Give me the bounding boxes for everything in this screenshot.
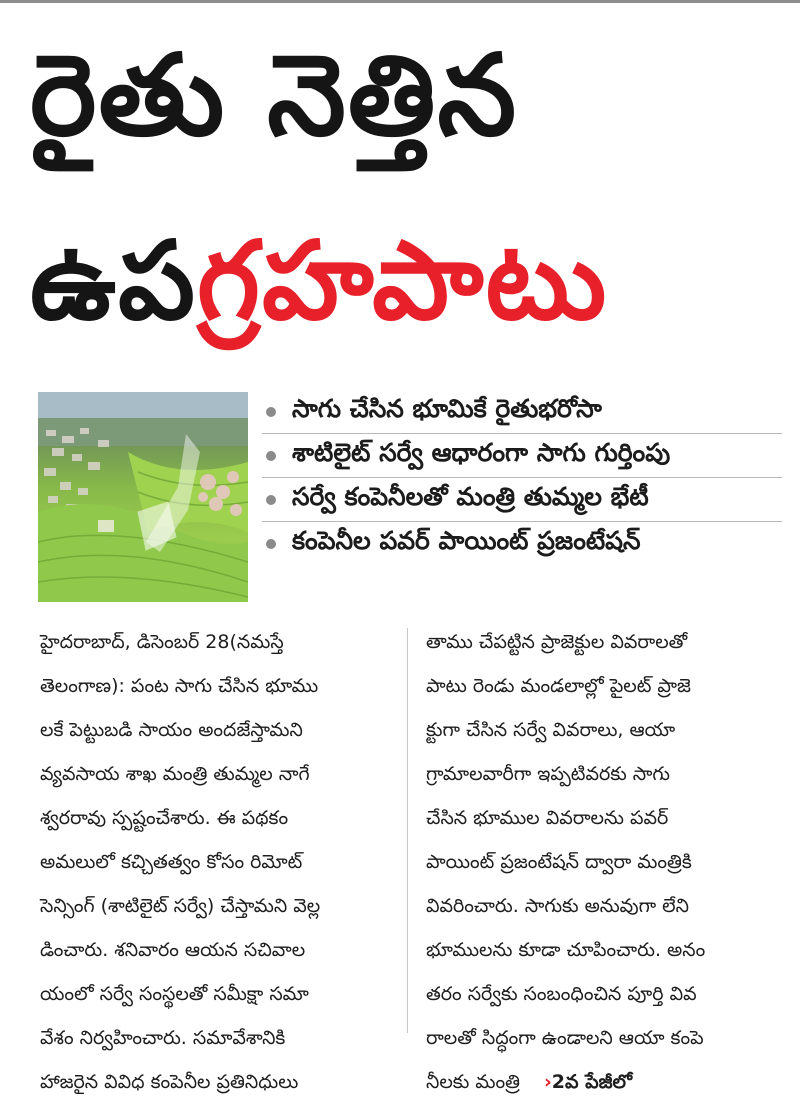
photo-illustration (38, 392, 248, 602)
article-line: సెన్సింగ్ (శాటిలైట్ సర్వే) చేస్తామని వెల్ల (40, 895, 321, 917)
bullet-dot-icon (266, 451, 276, 461)
article-last-line (426, 1060, 778, 1104)
continued-link[interactable] (544, 1071, 632, 1093)
article-column-right (426, 620, 778, 1104)
article-line: తరం సర్వేకు సంబంధించిన పూర్తి వివ (426, 983, 697, 1005)
bullet-item (262, 434, 782, 478)
article-line: వివరించారు. సాగుకు అనువుగా లేని (426, 895, 689, 917)
headline-line-2-red: గ్రహపాటు (196, 219, 609, 344)
continued-label: 2వ పేజీలో (551, 1071, 633, 1093)
top-rule (0, 0, 800, 3)
article-line: చేసిన భూముల వివరాలను పవర్ (426, 807, 669, 829)
bullet-item (262, 478, 782, 522)
article-column-left (40, 620, 392, 1104)
article-line: నీలకు మంత్రి (426, 1071, 520, 1093)
bullet-text: సాగు చేసిన భూమికే రైతుభరోసా (292, 393, 602, 423)
article-line: తాము చేపట్టిన ప్రాజెక్టుల వివరాలతో (426, 631, 688, 653)
bullet-text: శాటిలైట్ సర్వే ఆధారంగా సాగు గుర్తింపు (292, 437, 671, 467)
article-line: హాజరైన వివిధ కంపెనీల ప్రతినిధులు (40, 1071, 299, 1093)
article-line: వ్యవసాయ శాఖ మంత్రి తుమ్మల నాగే (40, 763, 310, 785)
headline-line-2 (30, 219, 790, 344)
summary-bullets (262, 390, 782, 565)
article-line: తెలంగాణ): పంట సాగు చేసిన భూము (40, 675, 319, 697)
article-line: లకే పెట్టుబడి సాయం అందజేస్తామని (40, 719, 303, 741)
bullet-dot-icon (266, 407, 276, 417)
article-line: పాటు రెండు మండలాల్లో పైలట్ ప్రాజె (426, 675, 691, 697)
article-line: యంలో సర్వే సంస్థలతో సమీక్షా సమా (40, 983, 309, 1005)
bullet-text: కంపెనీల పవర్ పాయింట్ ప్రజంటేషన్ (292, 525, 641, 555)
article-line: అమలులో కచ్చితత్వం కోసం రిమోట్ (40, 851, 303, 873)
article-line: హైదరాబాద్, డిసెంబర్ 28(నమస్తే (40, 631, 284, 653)
headline-line-2-black: ఉప (30, 219, 197, 344)
headline-line-1: రైతు నెత్తిన (30, 31, 519, 161)
column-divider (407, 628, 408, 1033)
article-line: గ్రామాలవారీగా ఇప్పటివరకు సాగు (426, 763, 670, 785)
article-line: డించారు. శనివారం ఆయన సచివాల (40, 939, 306, 961)
article-line: పాయింట్ ప్రజంటేషన్ ద్వారా మంత్రికి (426, 851, 692, 873)
bullet-dot-icon (266, 495, 276, 505)
bullet-item (262, 522, 782, 565)
continued-arrow-icon: › (543, 1071, 552, 1093)
article-line: క్టుగా చేసిన సర్వే వివరాలు, ఆయా (426, 719, 676, 741)
satellite-farm-photo (38, 392, 248, 602)
article-line: శ్వరరావు స్పష్టంచేశారు. ఈ పథకం (40, 807, 289, 829)
bullet-dot-icon (266, 539, 276, 549)
bullet-item (262, 390, 782, 434)
article-line: వేశం నిర్వహించారు. సమావేశానికి (40, 1027, 286, 1049)
article-line: రాలతో సిద్ధంగా ఉండాలని ఆయా కంపె (426, 1027, 704, 1049)
article-line: భూములను కూడా చూపించారు. అనం (426, 939, 706, 961)
bullet-text: సర్వే కంపెనీలతో మంత్రి తుమ్మల భేటీ (292, 481, 649, 511)
